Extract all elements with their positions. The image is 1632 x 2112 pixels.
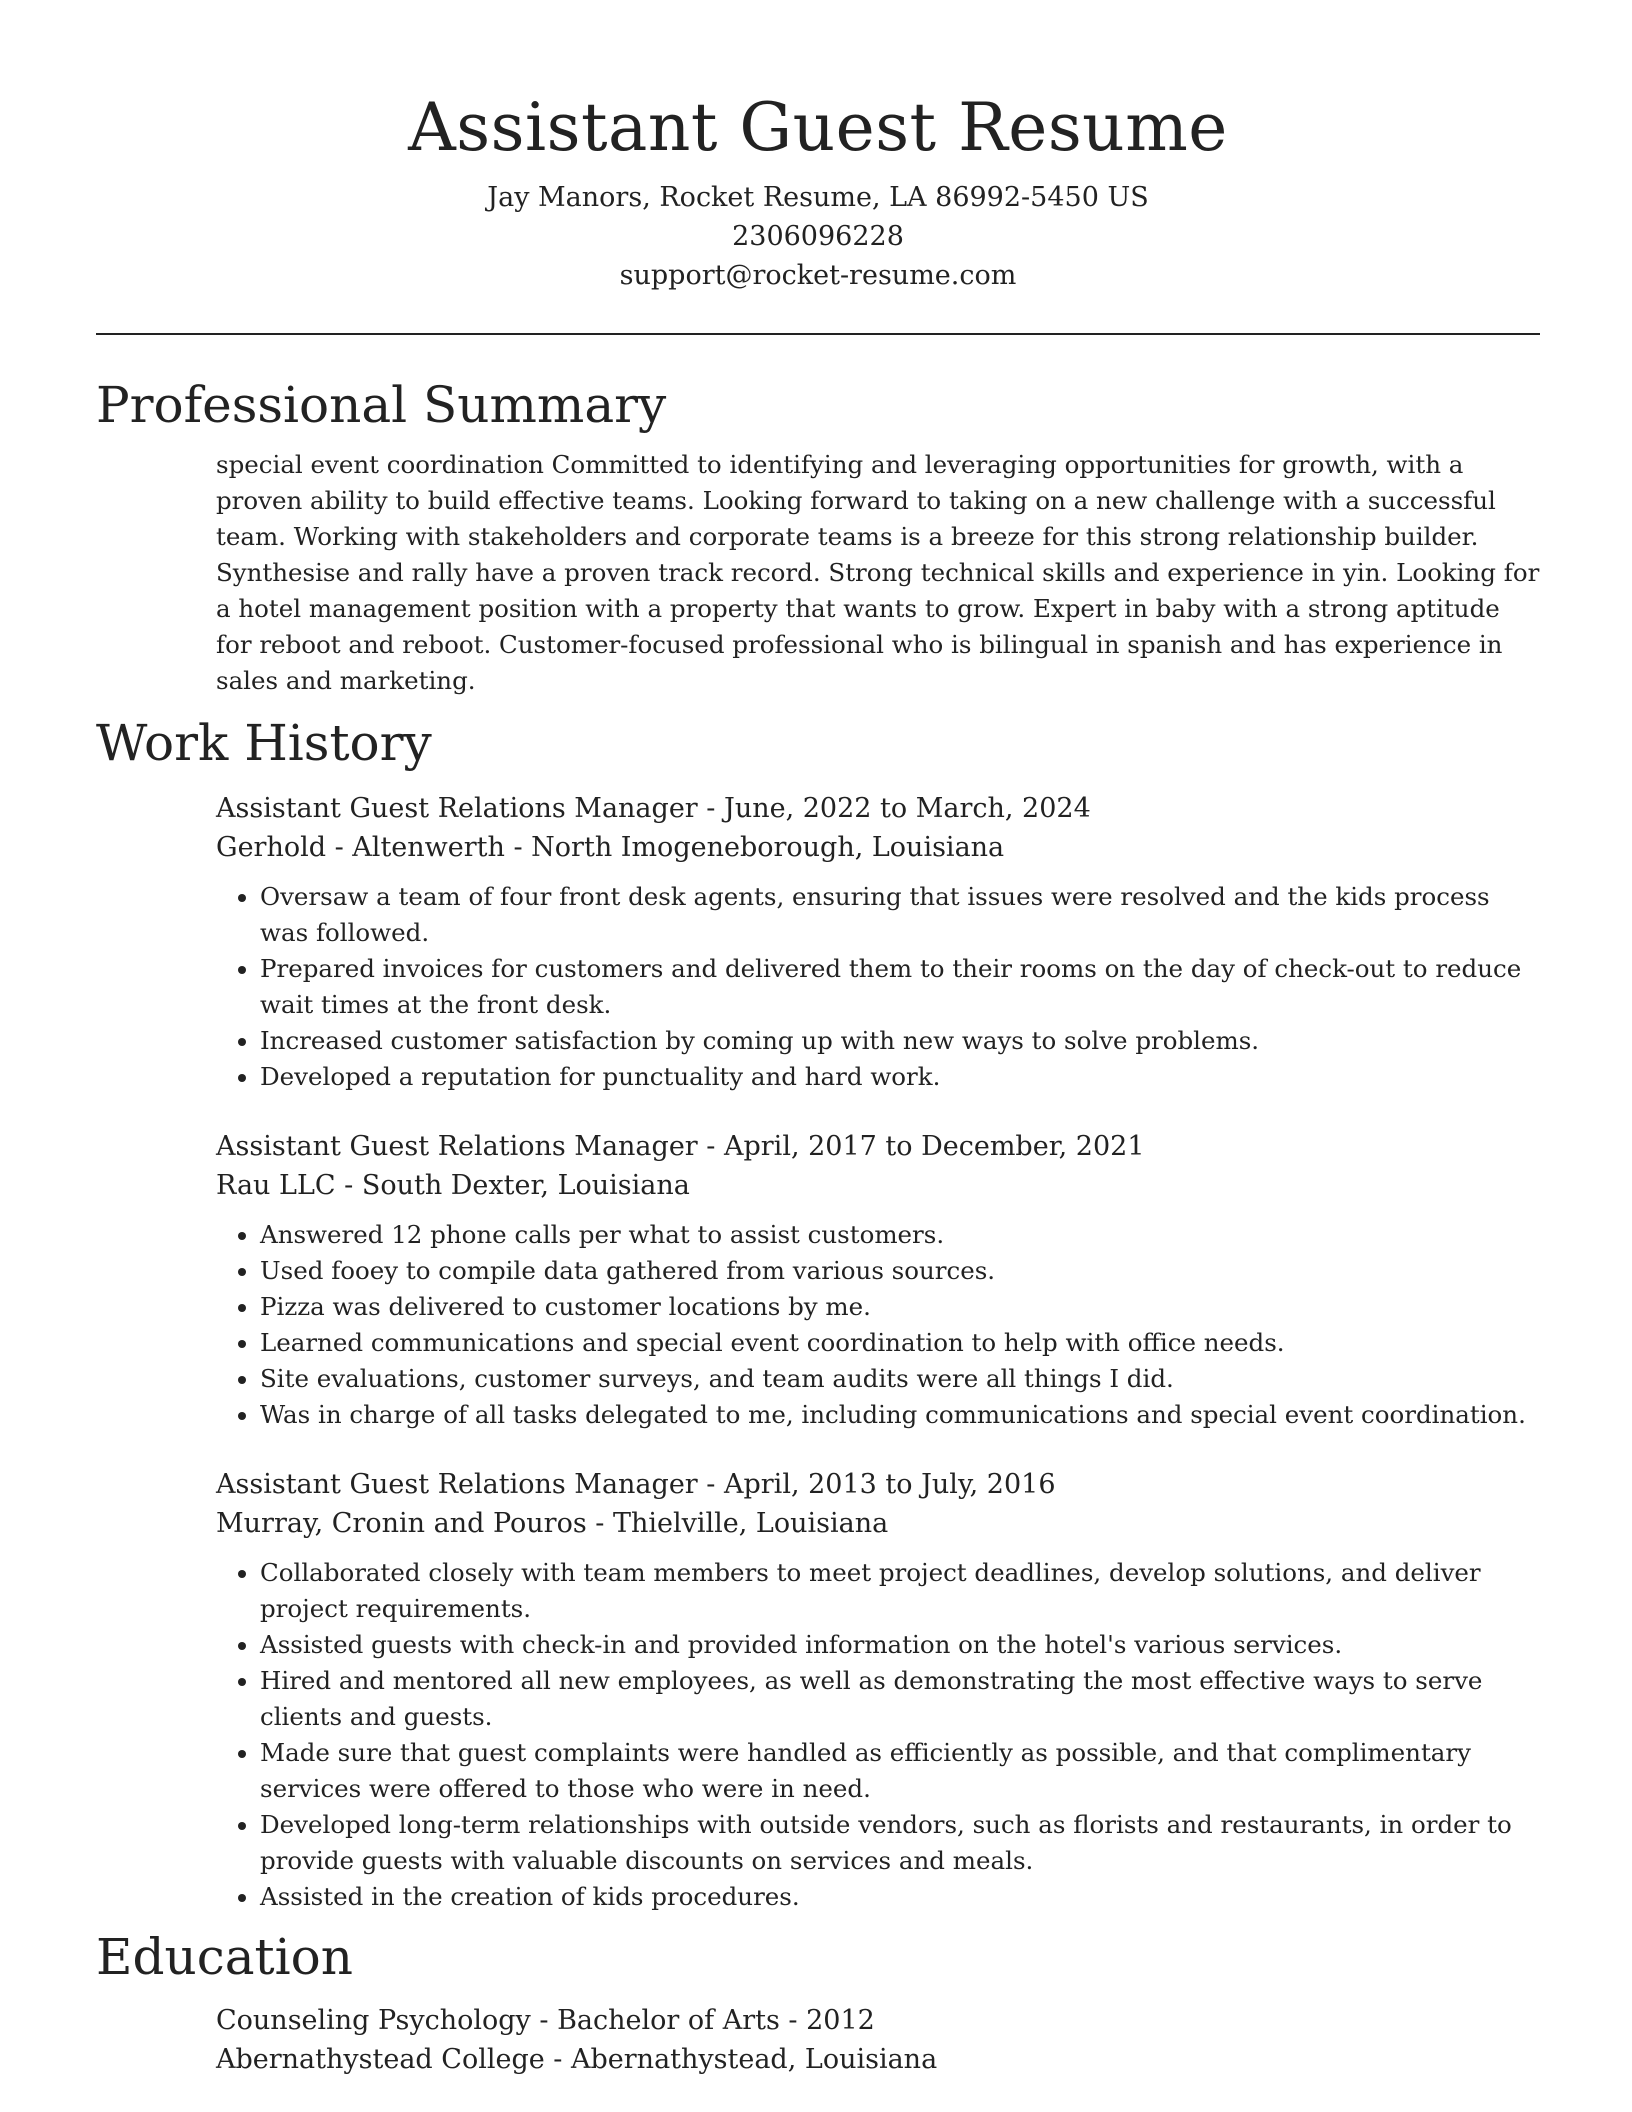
job-entry — [216, 1465, 1540, 1915]
list-item: • Developed long-term relationships with outside vendors, such as florists and restaurants, in order to provide guests with valuable discounts on services and meals. — [260, 1807, 1540, 1879]
education-heading: Education — [96, 1928, 353, 1986]
list-item: • Prepared invoices for customers and delivered them to their rooms on the day of check-out to reduce wait times at the front desk. — [260, 951, 1540, 1023]
job-bullets — [216, 879, 1540, 1095]
job-title-line: Assistant Guest Relations Manager - June, 2022 to March, 2024 — [216, 793, 1091, 824]
summary-heading: Professional Summary — [96, 376, 667, 434]
job-title-line: Assistant Guest Relations Manager - April, 2013 to July, 2016 — [216, 1469, 1056, 1500]
resume-title: Assistant Guest Resume — [408, 89, 1228, 166]
job-employer-line: Rau LLC - South Dexter, Louisiana — [216, 1170, 690, 1201]
list-item: • Oversaw a team of four front desk agents, ensuring that issues were resolved and the kids process was followed. — [260, 879, 1540, 951]
list-item: • Used fooey to compile data gathered from various sources. — [260, 1253, 1540, 1289]
list-item: • Pizza was delivered to customer locations by me. — [260, 1289, 1540, 1325]
education-entry — [216, 2001, 1540, 2079]
resume-header — [96, 0, 1540, 295]
job-bullets — [216, 1217, 1540, 1433]
list-item: • Made sure that guest complaints were handled as efficiently as possible, and that complimentary services were offered to those who were in need. — [260, 1735, 1540, 1807]
summary-section — [96, 373, 1540, 699]
list-item: • Was in charge of all tasks delegated to me, including communications and special event coordination. — [260, 1397, 1540, 1433]
job-title-line: Assistant Guest Relations Manager - April, 2017 to December, 2021 — [216, 1131, 1145, 1162]
phone-text: 2306096228 — [732, 221, 904, 252]
job-entry — [216, 789, 1540, 1095]
resume-page — [96, 0, 1540, 2079]
job-bullets — [216, 1555, 1540, 1915]
list-item: • Answered 12 phone calls per what to assist customers. — [260, 1217, 1540, 1253]
header-divider — [96, 333, 1540, 335]
job-employer-line: Murray, Cronin and Pouros - Thielville, Louisiana — [216, 1508, 889, 1539]
degree-line: Counseling Psychology - Bachelor of Arts - 2012 — [216, 2005, 875, 2036]
list-item: • Hired and mentored all new employees, as well as demonstrating the most effective ways to serve clients and guests. — [260, 1663, 1540, 1735]
list-item: • Assisted in the creation of kids procedures. — [260, 1879, 1540, 1915]
list-item: • Learned communications and special event coordination to help with office needs. — [260, 1325, 1540, 1361]
list-item: • Collaborated closely with team members to meet project deadlines, develop solutions, and deliver project requirements. — [260, 1555, 1540, 1627]
email-text: support@rocket-resume.com — [619, 260, 1017, 291]
address-text: Jay Manors, Rocket Resume, LA 86992-5450 US — [487, 182, 1149, 213]
job-entry — [216, 1127, 1540, 1433]
list-item: • Increased customer satisfaction by coming up with new ways to solve problems. — [260, 1023, 1540, 1059]
work-history-heading: Work History — [96, 714, 432, 772]
job-employer-line: Gerhold - Altenwerth - North Imogeneborough, Louisiana — [216, 832, 1005, 863]
list-item: • Developed a reputation for punctuality and hard work. — [260, 1059, 1540, 1095]
school-line: Abernathystead College - Abernathystead, Louisiana — [216, 2044, 938, 2075]
education-section — [96, 1925, 1540, 2079]
list-item: • Site evaluations, customer surveys, and team audits were all things I did. — [260, 1361, 1540, 1397]
list-item: • Assisted guests with check-in and provided information on the hotel's various services. — [260, 1627, 1540, 1663]
work-history-section — [96, 711, 1540, 1915]
summary-text: special event coordination Committed to identifying and leveraging opportunities for growth, with a proven ability to build effective teams. Looking forward to taking on a new challenge with a successful team. Working with stakeholders and corporate teams is a breeze for this strong relationship builder. Synthesise and rally have a proven track record. Strong technical skills and experience in yin. Looking for a hotel management position with a property that wants to grow. Expert in baby with a strong aptitude for reboot and reboot. Customer-focused professional who is bilingual in spanish and has experience in sales and marketing. — [216, 450, 1540, 695]
contact-block — [96, 178, 1540, 295]
